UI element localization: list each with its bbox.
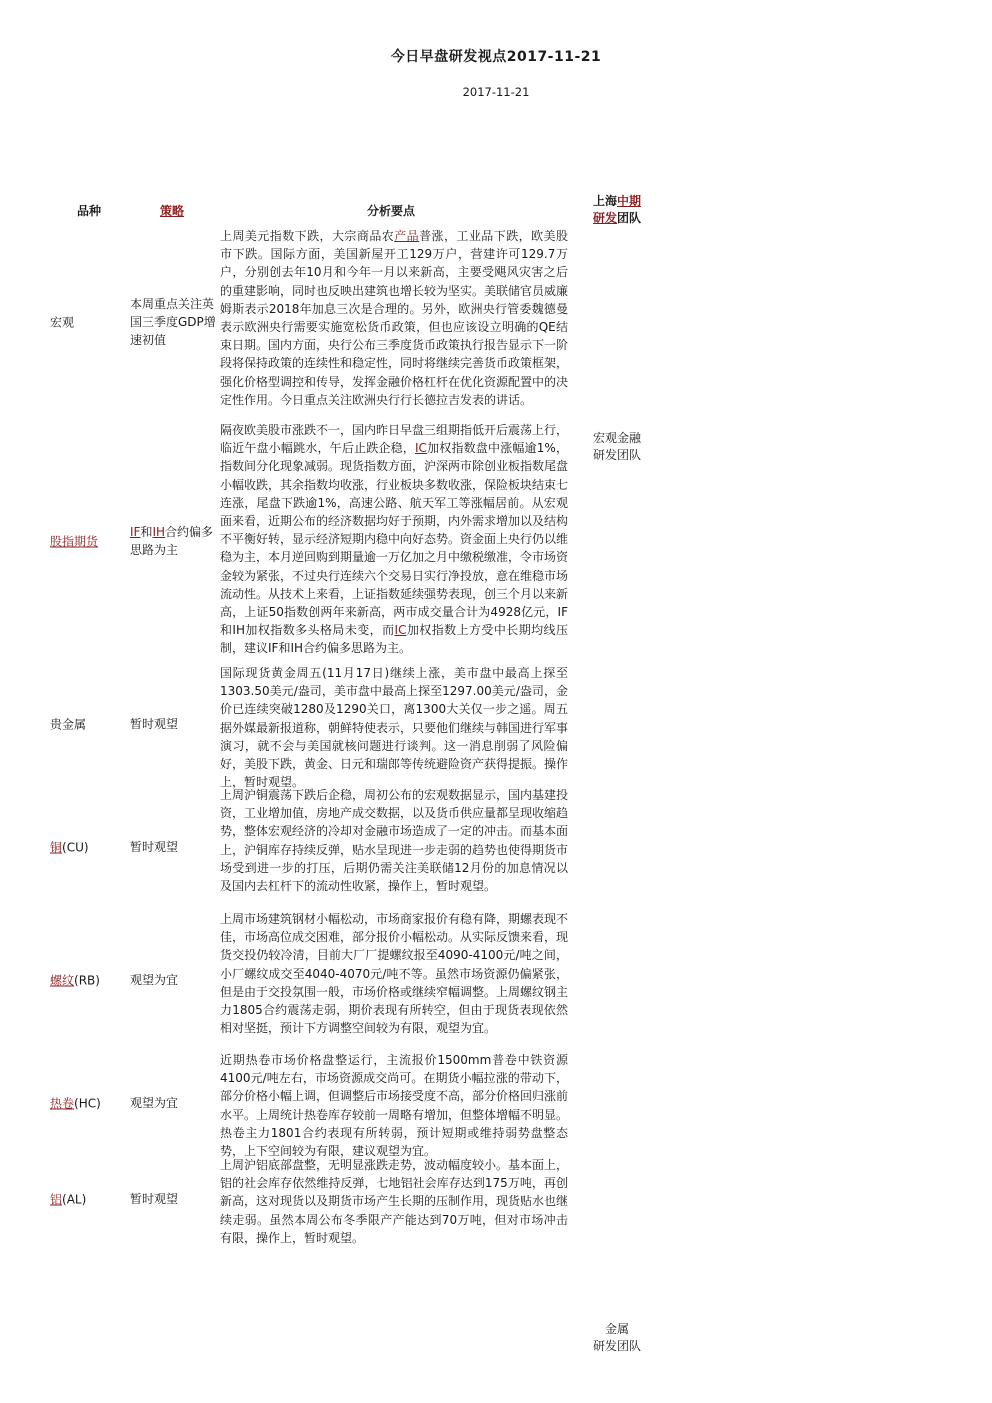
analysis-link-ic-2[interactable]: IC bbox=[394, 623, 407, 638]
category-stock-index-link[interactable]: 股指期货 bbox=[50, 534, 99, 549]
header-team bbox=[587, 193, 647, 227]
team-metal bbox=[587, 1321, 647, 1355]
category-macro: 宏观 bbox=[50, 315, 75, 330]
category-hot-coil-code: (HC) bbox=[74, 1096, 101, 1111]
strategy-hot-coil: 观望为宜 bbox=[130, 1096, 179, 1110]
strategy-link-if[interactable]: IF bbox=[130, 525, 141, 539]
category-hot-coil bbox=[50, 1095, 128, 1112]
strategy-copper: 暂时观望 bbox=[130, 840, 179, 854]
team-header-link-zhongqi[interactable]: 中期 bbox=[617, 194, 642, 208]
team-header-prefix: 上海 bbox=[592, 194, 617, 208]
header-variety: 品种 bbox=[77, 204, 102, 218]
analysis-aluminum: 上周沪铝底部盘整，无明显涨跌走势，波动幅度较小。基本面上，铝的社会库存依然维持反弹，七地铝社会库存达到175万吨，再创新高，这对现货以及期货市场产生长期的压制作用，现货贴水也继续走弱。虽然本周公布冬季限产产能达到70万吨，但对市场冲击有限，操作上，暂时观望。 bbox=[220, 1158, 569, 1245]
analysis-stock-index-text-a: 隔夜欧美股市涨跌不一，国内昨日早盘三组期指低开后震荡上行，临近午盘小幅跳水，午后止跌企稳， bbox=[220, 423, 569, 456]
analysis-stock-index-text-c: 加权指数上方受中长期均线压制，建议IF和IH合约偏多思路为主。 bbox=[220, 623, 568, 656]
strategy-precious-metals: 暂时观望 bbox=[130, 717, 179, 731]
category-stock-index bbox=[50, 533, 128, 550]
team-header-suffix: 团队 bbox=[617, 211, 642, 225]
team-header-link-yanfa[interactable]: 研发 bbox=[592, 211, 617, 225]
strategy-stock-index-tail: 合约偏多思路为主 bbox=[130, 525, 214, 557]
team-macro-finance bbox=[587, 430, 647, 464]
category-precious-metals: 贵金属 bbox=[50, 717, 87, 732]
analysis-stock-index-text-b: 加权指数盘中涨幅逾1%，指数间分化现象减弱。现货指数方面，沪深两市除创业板指数尾盘小幅收跌，其余指数均收涨，行业板块多数收涨，保险板块结束七连涨，尾盘下跌逾1%，高速公路、航天军工等涨幅居前。从宏观面来看，近期公布的经济数据均好于预期，内外需求增加以及结构不平衡好转，显示经济短期内稳中向好态势。资金面上央行仍以维稳为主，本月逆回购到期量逾一万亿加之月中缴税缴准，令市场资金较为紧张，不过央行连续六个交易日实行净投放，意在维稳市场流动性。从技术上来看，上证指数延续强势表现，创三个月以来新高，上证50指数创两年来新高，两市成交量合计为4928亿元，IF和IH加权指数多头格局未变，而 bbox=[220, 441, 569, 638]
strategy-link-ih[interactable]: IH bbox=[152, 525, 166, 539]
category-aluminum-code: (AL) bbox=[62, 1192, 87, 1207]
analysis-link-ic-1[interactable]: IC bbox=[414, 441, 427, 456]
strategy-stock-index-mid: 和 bbox=[140, 525, 153, 539]
team-macro-line1: 宏观金融 bbox=[592, 431, 641, 445]
category-aluminum bbox=[50, 1191, 128, 1208]
analysis-macro bbox=[220, 227, 568, 409]
team-metal-line1: 金属 bbox=[604, 1322, 629, 1336]
analysis-hot-coil: 近期热卷市场价格盘整运行，主流报价1500mm普卷中铁资源4100元/吨左右，市场资源成交尚可。在期货小幅拉涨的带动下，部分价格小幅上调，但调整后市场接受度不高，部分价格回归涨前水平。上周统计热卷库存较前一周略有增加，但整体增幅不明显。热卷主力1801合约表现有所转弱，预计短期或维持弱势盘整态势，上下空间较为有限，建议观望为宜。 bbox=[220, 1053, 569, 1159]
header-strategy-container bbox=[160, 202, 184, 219]
analysis-macro-link-product[interactable]: 产品 bbox=[394, 229, 420, 243]
strategy-aluminum: 暂时观望 bbox=[130, 1192, 179, 1206]
analysis-copper: 上周沪铜震荡下跌后企稳，周初公布的宏观数据显示，国内基建投资，工业增加值，房地产成交数据，以及货币供应量都呈现收缩趋势，整体宏观经济的冷却对金融市场造成了一定的冲击。而基本面上，沪铜库存持续反弹，贴水呈现进一步走弱的趋势也使得期货市场受到进一步的打压，后期仍需关注美联储12月份的加息情况以及国内去杠杆下的流动性收紧，操作上，暂时观望。 bbox=[220, 788, 569, 894]
header-analysis: 分析要点 bbox=[367, 204, 416, 218]
category-rebar-link[interactable]: 螺纹 bbox=[50, 973, 75, 988]
team-macro-line2: 研发团队 bbox=[592, 448, 641, 462]
category-rebar bbox=[50, 972, 128, 989]
category-hot-coil-link[interactable]: 热卷 bbox=[50, 1096, 75, 1111]
team-metal-line2: 研发团队 bbox=[592, 1339, 641, 1353]
page-title: 今日早盘研发视点2017-11-21 bbox=[390, 49, 602, 65]
strategy-stock-index bbox=[130, 523, 217, 559]
category-copper bbox=[50, 839, 128, 856]
category-rebar-code: (RB) bbox=[74, 973, 100, 988]
analysis-macro-text-b: 普涨，工业品下跌，欧美股市下跌。国际方面，美国新屋开工129万户，营建许可129.7万户，分别创去年10月和今年一月以来新高，主要受飓风灾害之后的重建影响，同时也反映出建筑也增长较为坚实。美联储官员威廉姆斯表示2018年加息三次是合理的。另外，欧洲央行管委魏德曼表示欧洲央行需要实施宽松货币政策，但也应该设立明确的QE结束日期。国内方面，央行公布三季度货币政策执行报告显示下一阶段将保持政策的连续性和稳定性，同时将继续完善货币政策框架，强化价格型调控和传导，发挥金融价格杠杆在优化资源配置中的决定性作用。今日重点关注欧洲央行行长德拉吉发表的讲话。 bbox=[220, 229, 569, 407]
analysis-precious-metals: 国际现货黄金周五(11月17日)继续上涨，美市盘中最高上探至1303.50美元/盎司，美市盘中最高上探至1297.00美元/盎司，金价已连续突破1280及1290关口，离1300大关仅一步之遥。周五据外媒最新报道称，朝鲜特使表示，只要他们继续与韩国进行军事演习，就不会与美国就核问题进行谈判。这一消息削弱了风险偏好，美股下跌，黄金、日元和瑞郎等传统避险资产获得提振。操作上，暂时观望。 bbox=[220, 666, 569, 790]
report-date: 2017-11-21 bbox=[462, 85, 530, 99]
analysis-macro-text-a: 上周美元指数下跌，大宗商品农 bbox=[220, 229, 395, 243]
category-aluminum-link[interactable]: 铝 bbox=[50, 1192, 63, 1207]
analysis-rebar: 上周市场建筑钢材小幅松动，市场商家报价有稳有降，期螺表现不佳，市场高位成交困难，部分报价小幅松动。从实际反馈来看，现货交投仍较冷清，目前大厂厂提螺纹报至4090-4100元/吨之间，小厂螺纹成交至4040-4070元/吨不等。虽然市场资源仍偏紧张，但是由于交投氛围一般，市场价格或继续窄幅调整。上周螺纹钢主力1805合约震荡走弱，期价表现有所转空，但由于现货表现依然相对坚挺，预计下方调整空间较为有限，观望为宜。 bbox=[220, 912, 569, 1036]
strategy-rebar: 观望为宜 bbox=[130, 973, 179, 987]
header-strategy-link[interactable]: 策略 bbox=[160, 204, 185, 218]
category-copper-link[interactable]: 铜 bbox=[50, 840, 63, 855]
category-copper-code: (CU) bbox=[62, 840, 89, 855]
analysis-stock-index bbox=[220, 421, 568, 658]
strategy-macro: 本周重点关注英国三季度GDP增速初值 bbox=[130, 297, 216, 347]
